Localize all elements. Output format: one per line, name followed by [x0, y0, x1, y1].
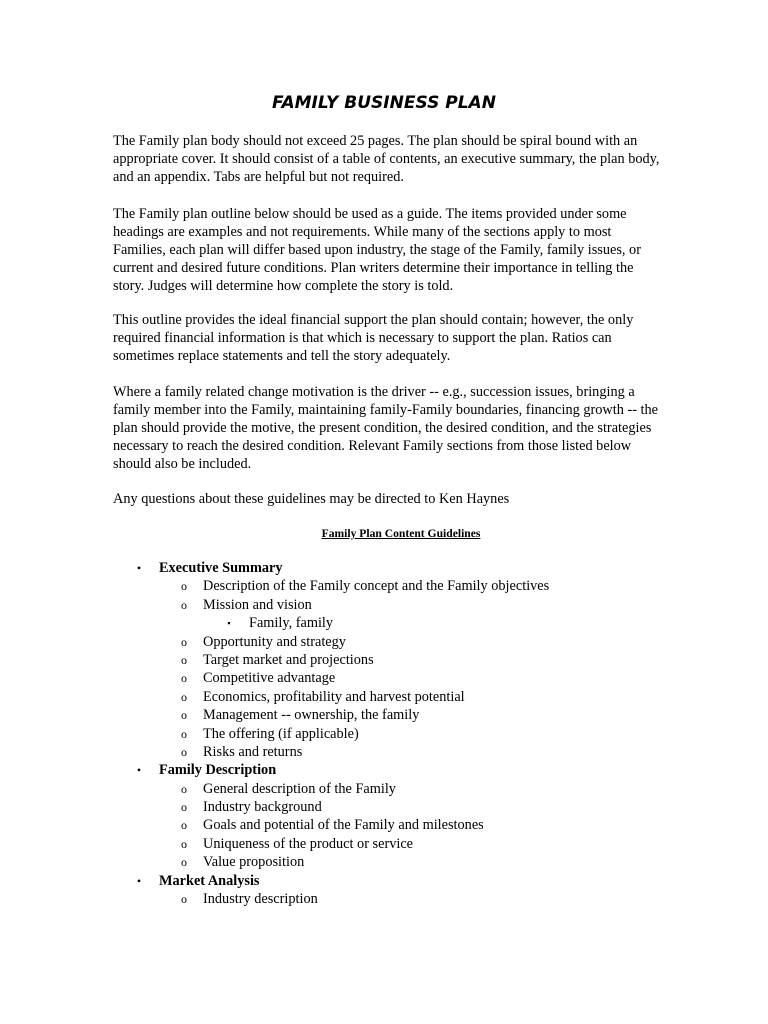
paragraph-line: This outline provides the ideal financial support the plan should contain; however, the only: [113, 312, 634, 328]
outline-item-text: Risks and returns: [203, 743, 303, 760]
bullet-disc-icon: •: [136, 561, 142, 575]
outline-item-text: Industry description: [203, 891, 318, 908]
paragraph-line: Families, each plan will differ based upon industry, the stage of the Family, family issues, or: [113, 242, 641, 258]
outline-item-text: Executive Summary: [159, 560, 283, 576]
outline-item-level-2: [0, 780, 768, 798]
outline-item-level-1: [0, 559, 768, 577]
paragraph-line: necessary to reach the desired condition. Relevant Family sections from those listed below: [113, 438, 632, 454]
outline-item-level-2: [0, 596, 768, 614]
outline-item-text: Goals and potential of the Family and milestones: [203, 817, 484, 834]
outline-item-text: General description of the Family: [203, 780, 396, 797]
bullet-circle-icon: o: [181, 708, 187, 723]
paragraph-line: sometimes replace statements and tell the story adequately.: [113, 348, 451, 364]
outline-item-level-2: [0, 890, 768, 908]
paragraph-line: current and desired future conditions. Plan writers determine their importance in telling the: [113, 260, 634, 276]
outline-item-level-1: [0, 872, 768, 890]
outline-item-text: Mission and vision: [203, 596, 312, 613]
paragraph-line: family member into the Family, maintaining family-Family boundaries, financing growth -- the: [113, 402, 659, 418]
bullet-circle-icon: o: [181, 855, 187, 870]
bullet-disc-icon: •: [136, 763, 142, 778]
bullet-circle-icon: o: [181, 892, 187, 907]
paragraph-outline-guide: [113, 205, 693, 295]
paragraph-line: and an appendix. Tabs are helpful but not required.: [113, 169, 404, 185]
paragraph-line: The Family plan outline below should be used as a guide. The items provided under some: [113, 206, 627, 222]
bullet-circle-icon: o: [181, 689, 187, 704]
outline-item-level-2: [0, 669, 768, 687]
outline-item-text: Competitive advantage: [203, 670, 336, 687]
outline-item-level-2: [0, 688, 768, 706]
outline-item-text: Family Description: [159, 762, 277, 779]
bullet-circle-icon: o: [181, 744, 187, 759]
outline-item-level-2: [0, 798, 768, 816]
paragraph-line: should also be included.: [113, 456, 252, 472]
bullet-circle-icon: o: [181, 652, 187, 667]
bullet-square-icon: ▪: [227, 618, 231, 629]
paragraph-line: story. Judges will determine how complete the story is told.: [113, 278, 454, 294]
outline-item-text: Industry background: [203, 799, 322, 816]
paragraph-financial-support: [113, 311, 693, 365]
document-title: FAMILY BUSINESS PLAN: [272, 93, 496, 113]
outline-item-text: Management -- ownership, the family: [203, 707, 420, 724]
outline-item-level-2: [0, 835, 768, 853]
guidelines-outline: [0, 559, 768, 908]
outline-item-text: Description of the Family concept and the Family objectives: [203, 578, 550, 595]
outline-item-level-2: [0, 816, 768, 834]
paragraph-contact: [113, 490, 693, 508]
paragraph-line: appropriate cover. It should consist of a table of contents, an executive summary, the plan body,: [113, 151, 660, 167]
outline-item-text: Value proposition: [203, 854, 305, 871]
paragraph-line: The Family plan body should not exceed 25 pages. The plan should be spiral bound with an: [113, 133, 638, 149]
paragraph-line: required financial information is that which is necessary to support the plan. Ratios can: [113, 330, 612, 346]
paragraph-page-limit: [113, 132, 693, 186]
paragraph-change-motivation: [113, 383, 693, 473]
bullet-circle-icon: o: [181, 818, 187, 833]
bullet-disc-icon: •: [136, 873, 142, 888]
outline-item-text: Target market and projections: [203, 651, 374, 668]
outline-item-level-2: [0, 743, 768, 761]
outline-item-text: Opportunity and strategy: [203, 633, 346, 650]
outline-item-level-2: [0, 577, 768, 595]
bullet-circle-icon: o: [181, 800, 187, 815]
bullet-circle-icon: o: [181, 781, 187, 796]
bullet-circle-icon: o: [181, 836, 187, 851]
outline-item-text: Uniqueness of the product or service: [203, 835, 414, 852]
outline-item-text: The offering (if applicable): [203, 725, 359, 742]
paragraph-line: headings are examples and not requirements. While many of the sections apply to most: [113, 224, 612, 240]
outline-item-level-2: [0, 725, 768, 743]
bullet-circle-icon: o: [181, 726, 187, 741]
bullet-circle-icon: o: [181, 634, 187, 649]
paragraph-line: plan should provide the motive, the present condition, the desired condition, and the strategies: [113, 420, 652, 436]
bullet-circle-icon: o: [181, 597, 187, 612]
outline-item-level-2: [0, 853, 768, 871]
outline-item-level-2: [0, 633, 768, 651]
bullet-circle-icon: o: [181, 671, 187, 686]
outline-item-text: Family, family: [249, 615, 334, 632]
outline-item-level-1: [0, 761, 768, 779]
outline-item-text: Economics, profitability and harvest potential: [203, 688, 465, 705]
paragraph-line: Any questions about these guidelines may be directed to Ken Haynes: [113, 491, 510, 507]
outline-item-text: Market Analysis: [159, 872, 260, 889]
guidelines-heading: Family Plan Content Guidelines: [321, 527, 481, 540]
bullet-circle-icon: o: [181, 579, 187, 594]
outline-item-level-3: [0, 614, 768, 632]
paragraph-line: Where a family related change motivation is the driver -- e.g., succession issues, bringing a: [113, 384, 635, 400]
outline-item-level-2: [0, 651, 768, 669]
outline-item-level-2: [0, 706, 768, 724]
